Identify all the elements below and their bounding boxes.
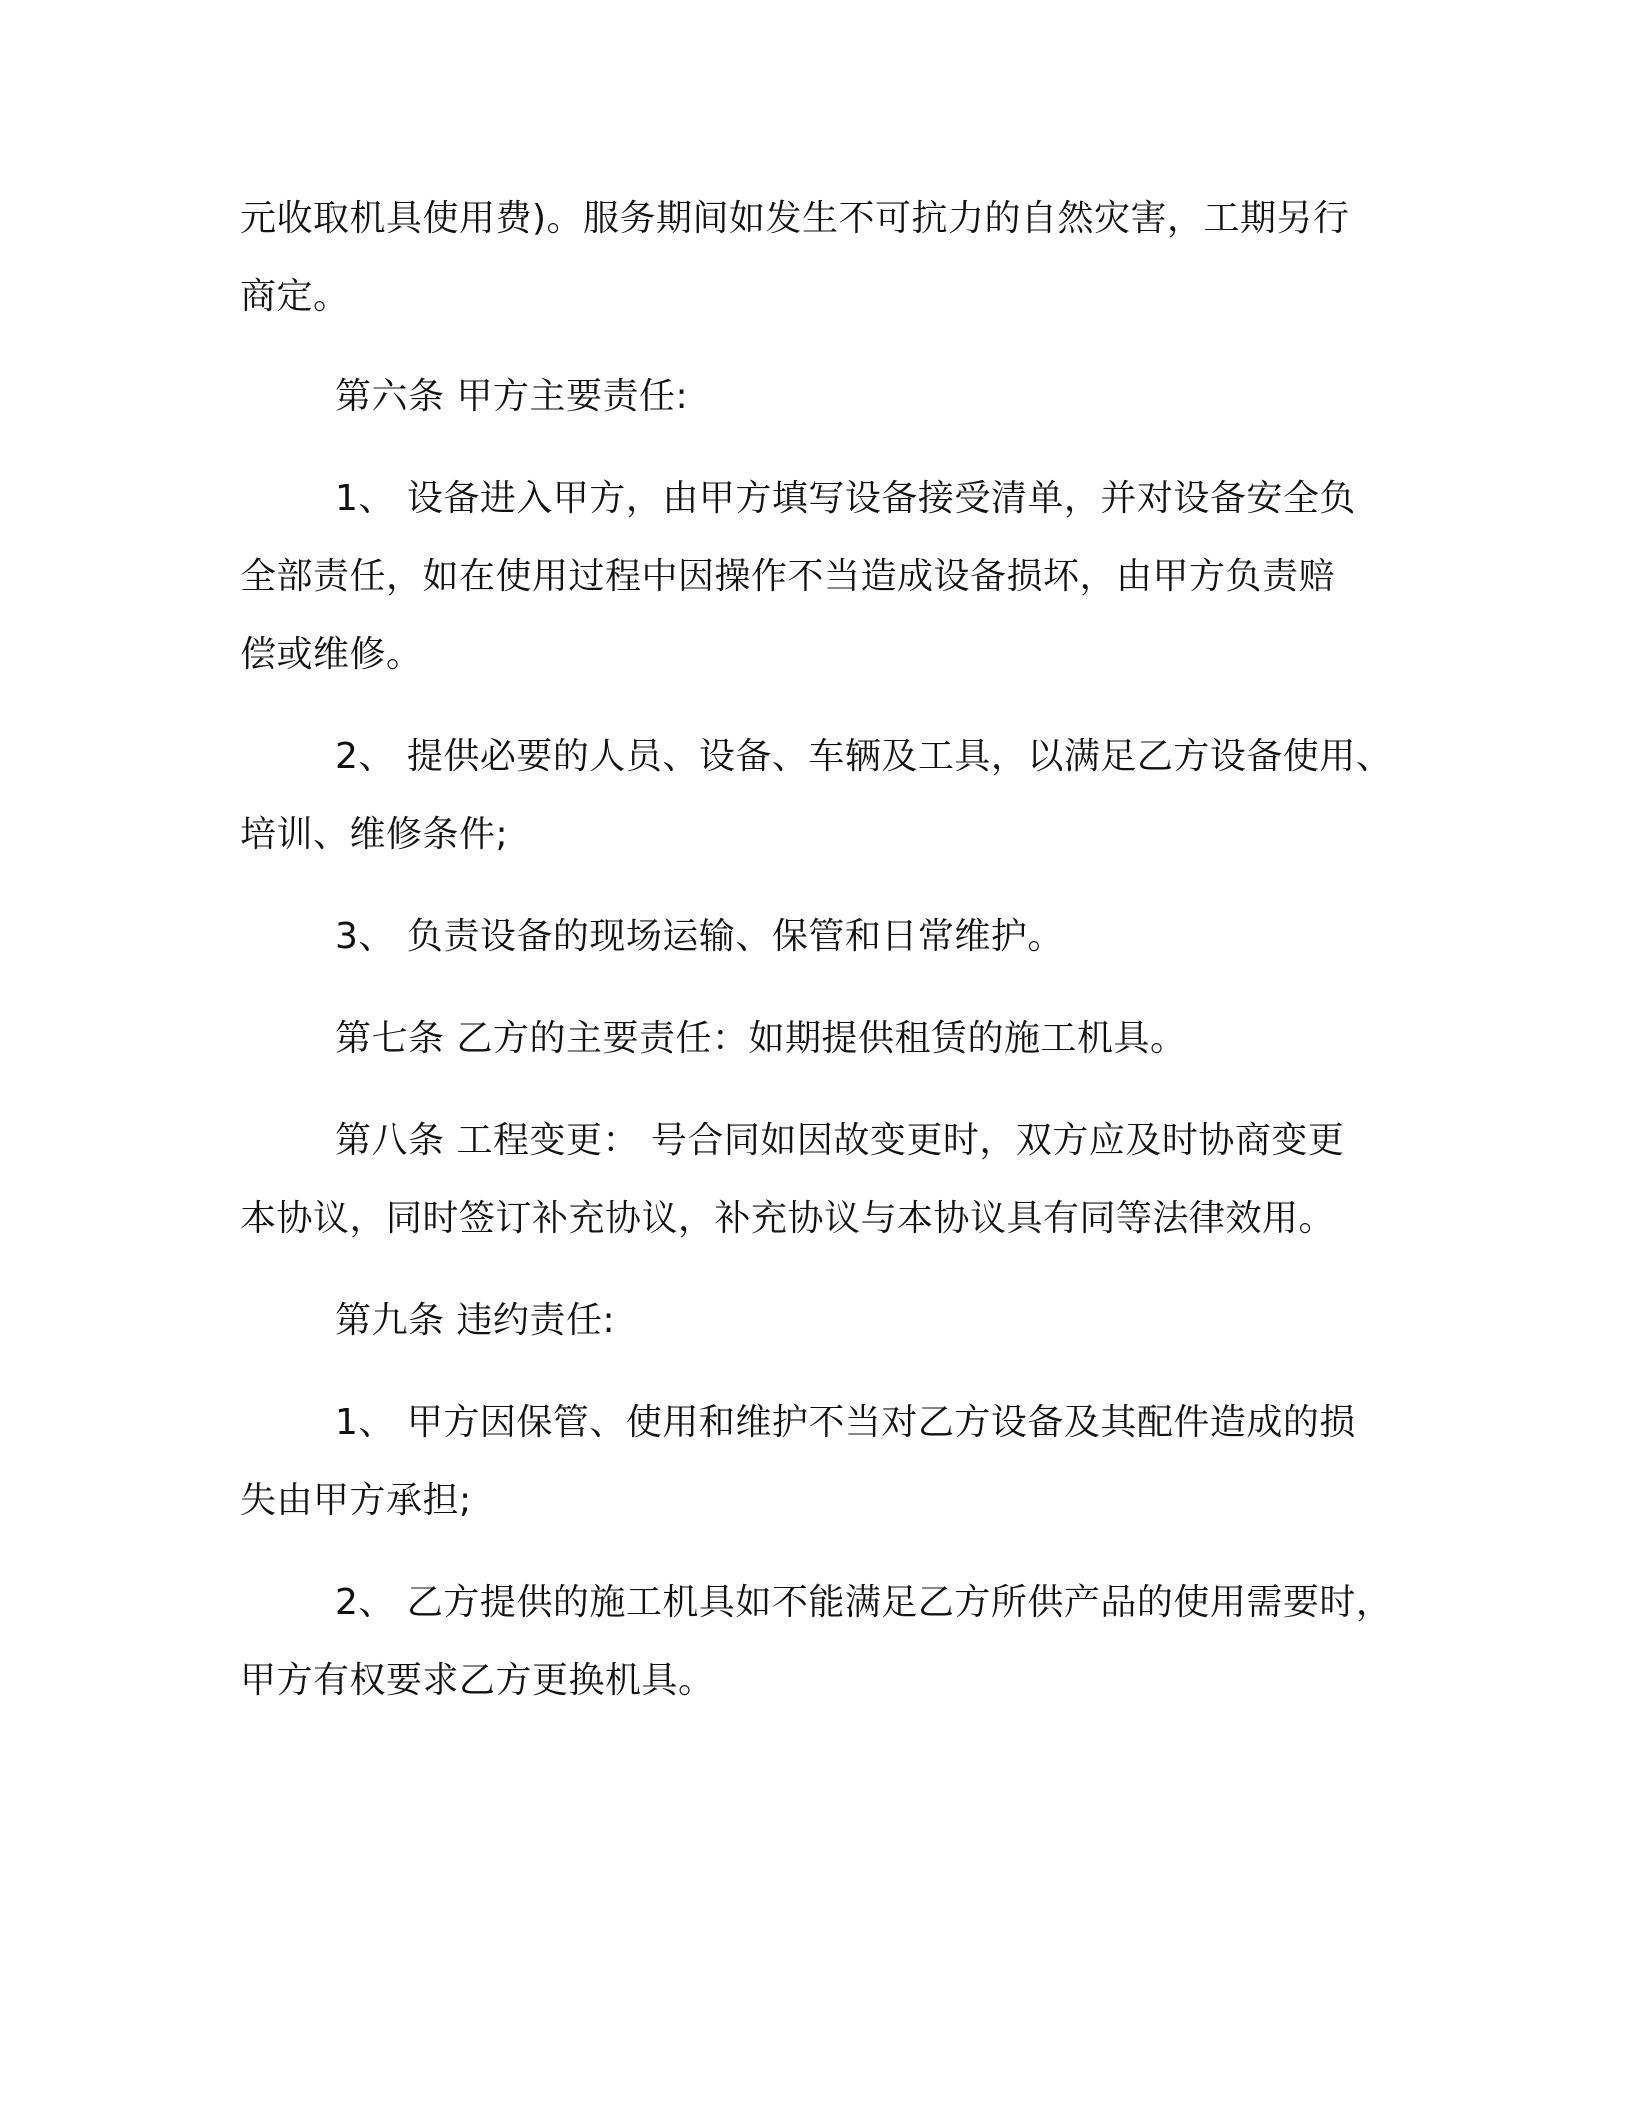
- list-item: 3、 负责设备的现场运输、保管和日常维护。: [335, 916, 1064, 957]
- text-line: 本协议，同时签订补充协议，补充协议与本协议具有同等法律效用。: [240, 1198, 1336, 1239]
- text-line: 全部责任，如在使用过程中因操作不当造成设备损坏，由甲方负责赔: [240, 556, 1336, 597]
- text-line: 元收取机具使用费)。服务期间如发生不可抗力的自然灾害，工期另行: [240, 198, 1350, 239]
- article-heading: 第六条 甲方主要责任:: [335, 376, 689, 417]
- list-item: 1、 甲方因保管、使用和维护不当对乙方设备及其配件造成的损: [335, 1402, 1356, 1443]
- text-line: 甲方有权要求乙方更换机具。: [240, 1660, 715, 1701]
- list-item: 2、 乙方提供的施工机具如不能满足乙方所供产品的使用需要时，: [335, 1582, 1393, 1623]
- article-heading: 第九条 违约责任:: [335, 1300, 616, 1341]
- article-heading: 第八条 工程变更： 号合同如因故变更时，双方应及时协商变更: [335, 1120, 1345, 1161]
- list-item: 1、 设备进入甲方，由甲方填写设备接受清单，并对设备安全负: [335, 478, 1356, 519]
- article-heading: 第七条 乙方的主要责任：如期提供租赁的施工机具。: [335, 1018, 1187, 1059]
- list-item: 2、 提供必要的人员、设备、车辆及工具，以满足乙方设备使用、: [335, 736, 1393, 777]
- text-line: 失由甲方承担;: [240, 1480, 472, 1521]
- text-line: 培训、维修条件;: [240, 814, 509, 855]
- text-line: 偿或维修。: [240, 634, 423, 675]
- text-line: 商定。: [240, 276, 350, 317]
